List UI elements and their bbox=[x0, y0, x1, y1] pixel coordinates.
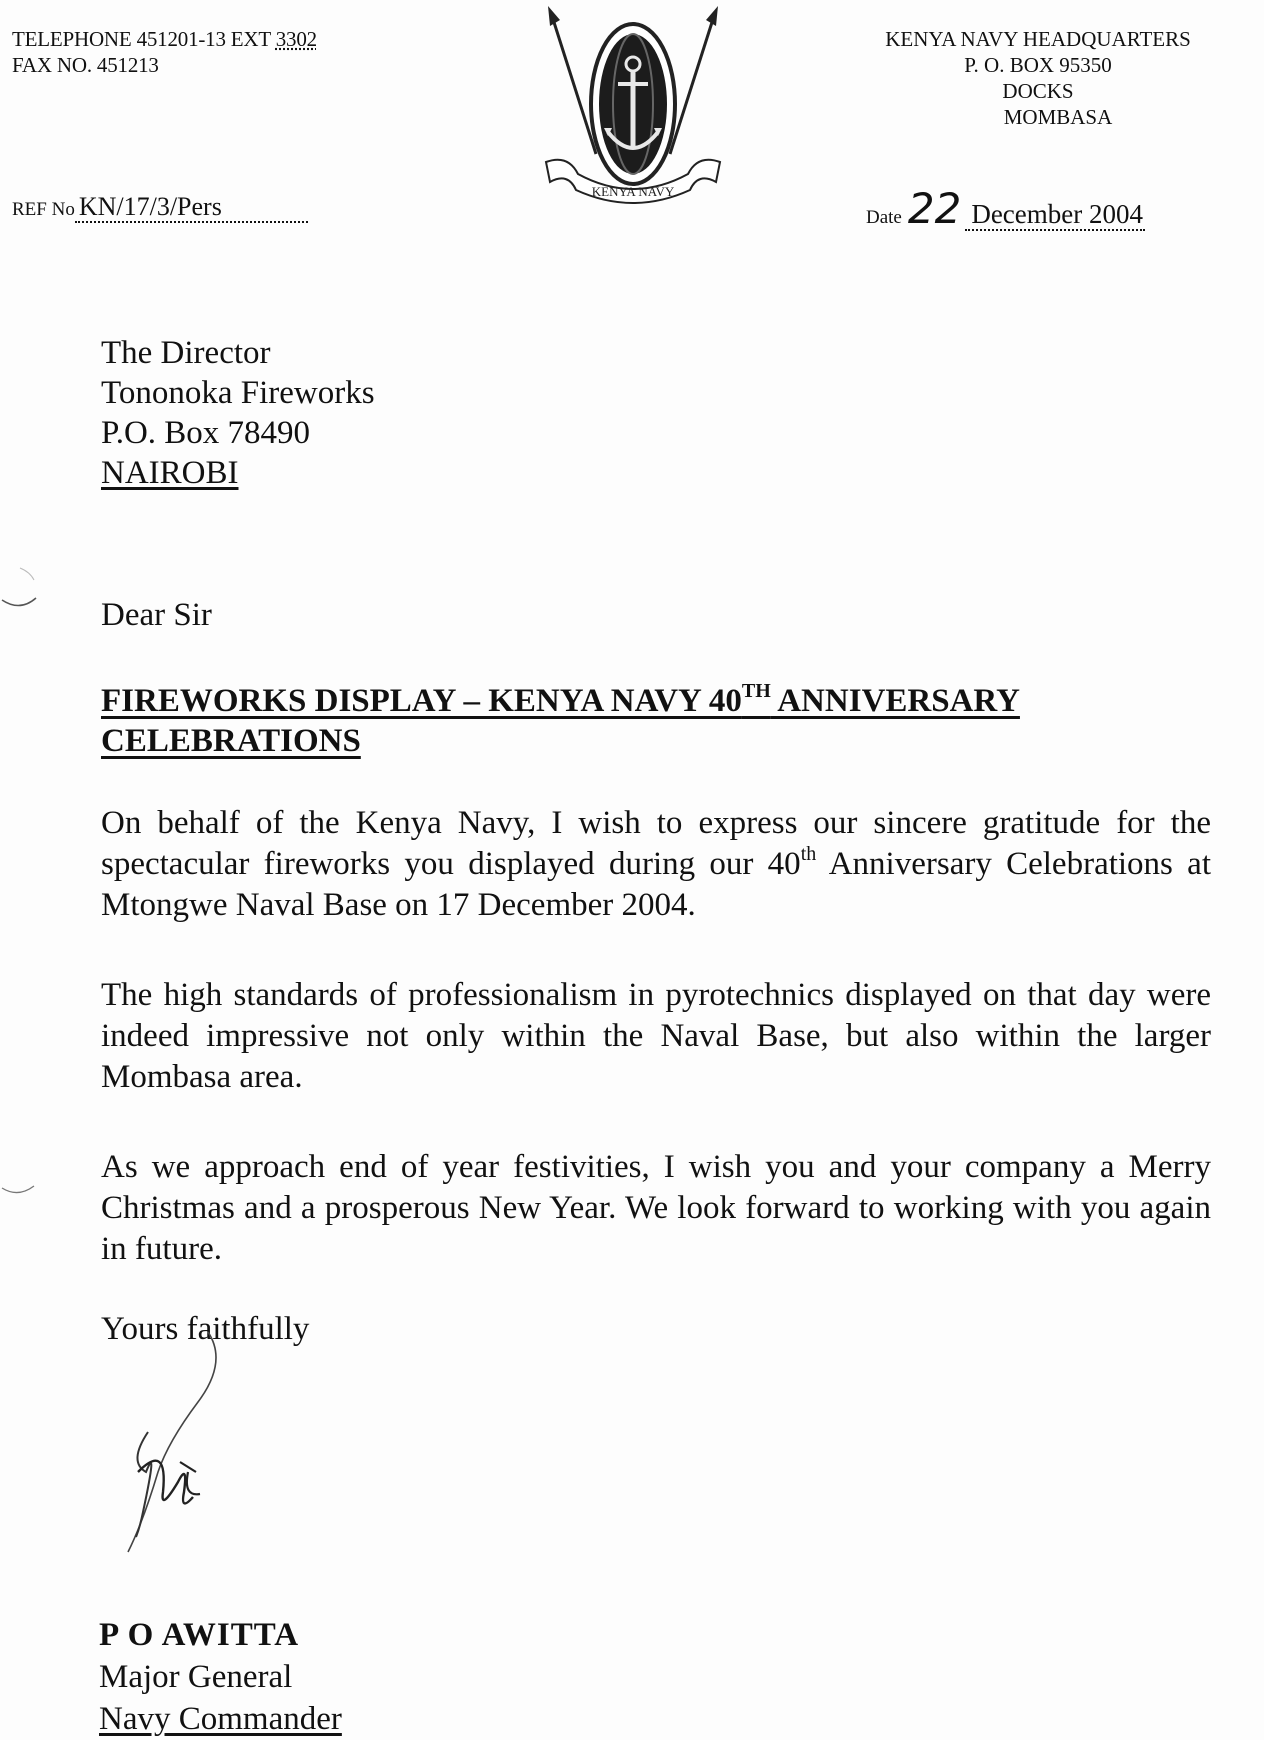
paragraph-1-a: On behalf of the Kenya Navy, I wish to express our sincere gratitude for the spectacular fireworks you displayed during our 40 bbox=[101, 805, 1211, 882]
closing: Yours faithfully bbox=[101, 1311, 310, 1347]
handwritten-date-day: 22 bbox=[907, 184, 962, 233]
sender-address-line: DOCKS bbox=[1002, 79, 1074, 103]
subject-part-1: FIREWORKS DISPLAY – KENYA NAVY 40 bbox=[101, 683, 742, 719]
extension-number: 3302 bbox=[275, 27, 317, 51]
recipient-address bbox=[101, 333, 1209, 493]
salutation: Dear Sir bbox=[101, 597, 212, 633]
sender-address-line: KENYA NAVY HEADQUARTERS bbox=[885, 27, 1191, 51]
paragraph-professionalism: The high standards of professionalism in pyrotechnics displayed on that day were indeed impressive not only within the Naval Base, but also within the larger Mombasa area. bbox=[101, 977, 1211, 1095]
signer-name: P O AWITTA bbox=[99, 1617, 300, 1653]
paragraph-1-superscript: th bbox=[800, 843, 817, 865]
recipient-city: NAIROBI bbox=[101, 455, 239, 491]
paragraph-gratitude bbox=[101, 803, 1211, 926]
date-value: December 2004 bbox=[965, 199, 1145, 231]
emblem-ribbon-text: KENYA NAVY bbox=[591, 184, 675, 199]
signer-block bbox=[99, 1614, 342, 1740]
kenya-navy-emblem bbox=[538, 4, 728, 214]
handwritten-signature bbox=[88, 1322, 248, 1562]
fax-line: FAX NO. 451213 bbox=[12, 53, 159, 77]
ref-value: KN/17/3/Pers bbox=[75, 192, 308, 223]
telephone-line bbox=[12, 26, 317, 52]
sender-address-line: P. O. BOX 95350 bbox=[964, 53, 1112, 77]
reference-line bbox=[12, 192, 308, 222]
recipient-line: Tononoka Fireworks bbox=[101, 375, 375, 411]
sender-address-line: MOMBASA bbox=[1003, 105, 1113, 129]
ref-label: REF No bbox=[12, 199, 75, 220]
recipient-line: P.O. Box 78490 bbox=[101, 415, 311, 451]
subject-heading bbox=[101, 681, 1201, 761]
paragraph-season-greetings: As we approach end of year festivities, I wish you and your company a Merry Christmas and a prosperous New Year. We look forward to working with you again in future. bbox=[101, 1149, 1211, 1267]
date-label: Date bbox=[866, 207, 902, 228]
recipient-line: The Director bbox=[101, 335, 271, 371]
telephone-text: TELEPHONE 451201-13 EXT bbox=[12, 27, 271, 51]
subject-superscript: TH bbox=[741, 680, 771, 702]
letter-body bbox=[101, 333, 1211, 1347]
punch-hole-mark bbox=[0, 1150, 44, 1210]
signer-rank: Major General bbox=[99, 1659, 293, 1695]
subject-part-2: ANNIVERSARY CELEBRATIONS bbox=[101, 683, 1020, 759]
contact-block bbox=[12, 26, 317, 78]
date-line bbox=[866, 184, 1145, 233]
paragraph-1-b: Anniversary Celebrations at Mtongwe Naval Base on 17 December 2004. bbox=[101, 846, 1211, 923]
punch-hole-mark bbox=[0, 560, 44, 620]
sender-address bbox=[848, 26, 1228, 130]
signer-title: Navy Commander bbox=[99, 1701, 342, 1737]
